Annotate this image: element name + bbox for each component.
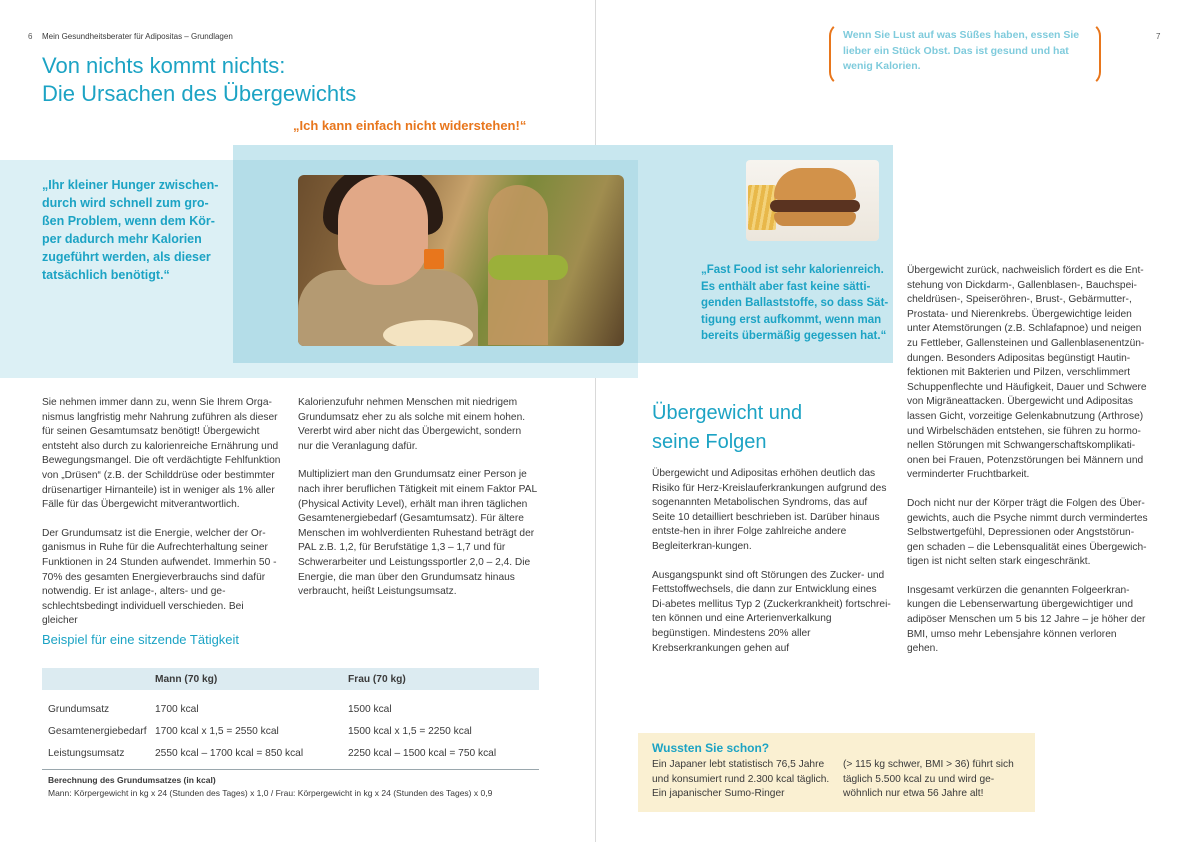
- paragraph: Multipliziert man den Grundumsatz einer Person je nach ihrer beruflichen Tätigkeit mit einem Faktor PAL (Physical Activity Level), erhält man ihren täglichen Gesamtenergiebedarf (Gesamtumsatz). Für ältere Menschen im wohlverdienten Ruhestand beträgt der PAL z.B. 1,2, für Berufstätige 1,3 – 1,7 und für Schwerarbeiter und Leistungssportler 2,0 – 2,4. Die Energie, die man über den Grundumsatz hinaus verbraucht, heißt Leistungsumsatz.: [298, 469, 537, 598]
- table-row: [42, 698, 539, 720]
- pull-quote-line: ßen Problem, wenn dem Kör-: [42, 214, 215, 228]
- pull-quote-line: Es enthält aber fast keine sätti-: [701, 280, 871, 293]
- right-column-2: [907, 264, 1149, 671]
- did-you-know-col-1: Ein Japaner lebt statistisch 76,5 Jahre und konsumiert rund 2.300 kcal täglich. Ein japanischer Sumo-Ringer: [652, 759, 830, 800]
- orange-marker-icon: [424, 249, 444, 269]
- table-cell: 2550 kcal – 1700 kcal = 850 kcal: [155, 747, 304, 759]
- pull-quote-line: „Ihr kleiner Hunger zwischen-: [42, 178, 219, 192]
- pull-quote-right: [701, 262, 891, 345]
- left-column-1: [42, 396, 282, 643]
- page-gutter: [595, 0, 596, 842]
- pull-quote-line: zugeführt werden, als dieser: [42, 250, 211, 264]
- table-cell: 1500 kcal: [348, 703, 392, 715]
- pull-quote-line: tatsächlich benötigt.“: [42, 268, 170, 282]
- running-head: Mein Gesundheitsberater für Adipositas – Grundlagen: [42, 32, 233, 41]
- photo-patty: [770, 200, 860, 212]
- section-heading: [652, 399, 802, 457]
- note-divider: [42, 769, 539, 770]
- section-heading-line-2: seine Folgen: [652, 431, 767, 453]
- table-cell: 2250 kcal – 1500 kcal = 750 kcal: [348, 747, 497, 759]
- burger-photo: [746, 160, 879, 241]
- left-column-2: [298, 396, 538, 614]
- table-header-cell: Frau (70 kg): [348, 668, 539, 690]
- page-number-left: 6: [28, 32, 33, 41]
- orange-quote: „Ich kann einfach nicht widerstehen!“: [293, 118, 527, 133]
- table-row: [42, 720, 539, 742]
- table-header-row: [42, 668, 539, 690]
- table-row: [42, 742, 539, 764]
- note-title: Berechnung des Grundumsatzes (in kcal): [48, 775, 216, 785]
- page-title: [42, 52, 356, 108]
- kcal-table-wrap: [42, 668, 539, 764]
- pull-quote-line: bereits übermäßig gegessen hat.“: [701, 330, 887, 342]
- pull-quote-line: genden Ballaststoffe, so dass Sät-: [701, 297, 889, 309]
- paragraph: Übergewicht zurück, nachweislich fördert es die Ent-stehung von Dickdarm-, Gallenblasen-, Bauchspei-cheldrüsen-, Speiseröhren-, Brust-, Gebärmutter-, Prostata- und Nierenkrebs. Übergewichtige leiden unter Atemstörungen (z.B. Schlafapnoe) und neigen zu Fettleber, Gallensteinen und Gallenblasenentzün-dungen. Besonders Adipositas begünstigt Hautin-fektionen mit Bakterien und Pilzen, verschlimmert Schuppenflechte und Häufigkeit, Dauer und Schwere von Migräneattacken. Übergewicht und Adipositas lassen Gicht, vorzeitige Gelenkabnutzung (Arthrose) und Wirbelschäden entstehen, sie führen zu hormo-nellen Störungen mit Schwangerschaftskomplikati-onen bei Frauen, Potenzstörungen bei Männern und verminderter Fruchtbarkeit.: [907, 265, 1147, 481]
- paragraph: Sie nehmen immer dann zu, wenn Sie Ihrem Orga-nismus langfristig mehr Nahrung zuführen als dieser für seinen Gesamtumsatz benötigt! Übergewicht entsteht also durch zu kalorienreiche Ernährung und Bewegungsmangel. Die oft verdächtigte Fehlfunktion von „Drüsen“ (z.B. der Schilddrüse oder bestimmter drüsenartiger Hirnanteile) ist in weniger als 1% aller Fälle für das Übergewicht mitverantwortlich.: [42, 397, 281, 511]
- woman-with-cake-photo: [298, 175, 624, 346]
- photo-bun-bottom: [774, 212, 856, 226]
- pull-quote-left: [42, 176, 232, 284]
- photo-face: [338, 175, 428, 285]
- table-heading: Beispiel für eine sitzende Tätigkeit: [42, 632, 240, 647]
- table-cell: Gesamtenergiebedarf: [48, 725, 147, 737]
- kcal-table: [42, 668, 539, 764]
- note-text: Mann: Körpergewicht in kg x 24 (Stunden des Tages) x 1,0 / Frau: Körpergewicht in kg x 24 (Stunden des Tages) x 0,9: [48, 788, 493, 798]
- paragraph: Kalorienzufuhr nehmen Menschen mit niedrigem Grundumsatz eher zu als solche mit einem hohen. Vererbt wird aber nicht das Übergewicht, sondern nur die Veranlagung dafür.: [298, 397, 526, 452]
- photo-fruit-bowl: [488, 255, 568, 280]
- table-cell: Leistungsumsatz: [48, 747, 125, 759]
- table-cell: 1700 kcal: [155, 703, 199, 715]
- did-you-know-col-2: (> 115 kg schwer, BMI > 36) führt sich täglich 5.500 kcal zu und wird ge-wöhnlich nur etwa 56 Jahre alt!: [843, 759, 1014, 800]
- table-cell: 1700 kcal x 1,5 = 2550 kcal: [155, 725, 279, 737]
- paragraph: Übergewicht und Adipositas erhöhen deutlich das Risiko für Herz-Kreislauferkrankungen aufgrund des sogenannten Metabolischen Syndroms, das auf Seite 10 detailliert beschrieben ist. Darüber hinaus entste-hen in ihrer Folge zahlreiche andere Begleiterkran-kungen.: [652, 468, 887, 552]
- photo-cake: [383, 320, 473, 346]
- pull-quote-line: tigung erst aufkommt, wenn man: [701, 313, 882, 326]
- paragraph: Ausgangspunkt sind oft Störungen des Zucker- und Fettstoffwechsels, die dann zur Entwicklung eines Di-abetes mellitus Typ 2 (Zuckerkrankheit) fortschrei-ten können und eine Arterienverkalkung begünstigen. Mindestens 20% aller Krebserkrankungen gehen auf: [652, 569, 891, 654]
- pull-quote-line: per dadurch mehr Kalorien: [42, 232, 202, 246]
- paragraph: Der Grundumsatz ist die Energie, welcher der Or-ganismus in Ruhe für die Aufrechterhaltung seiner Funktionen in 24 Stunden aufwendet. Immerhin 50 - 70% des gesamten Energieverbrauchs sind dafür notwendig. Er ist anlage-, alters- und ge-schlechtsbedingt individuell verschieden. Bei gleicher: [42, 527, 277, 627]
- pull-quote-line: „Fast Food ist sehr kalorienreich.: [701, 264, 884, 276]
- tip-text: Wenn Sie Lust auf was Süßes haben, essen Sie lieber ein Stück Obst. Das ist gesund und hat wenig Kalorien.: [843, 29, 1080, 72]
- table-cell: 1500 kcal x 1,5 = 2250 kcal: [348, 725, 472, 737]
- paragraph: Doch nicht nur der Körper trägt die Folgen des Über-gewichts, auch die Psyche nimmt durch vermindertes Selbstwertgefühl, Depressionen oder Angststörun-gen schaden – die Lebensqualität eines Übergewich-tigen ist nicht selten stark eingeschränkt.: [907, 497, 1148, 568]
- photo-bun-top: [774, 168, 856, 200]
- section-heading-line-1: Übergewicht und: [652, 402, 803, 424]
- page-number-right: 7: [1156, 32, 1161, 41]
- right-column-1: [652, 467, 892, 670]
- table-header-cell: Mann (70 kg): [155, 668, 348, 690]
- title-line-1: Von nichts kommt nichts:: [42, 53, 286, 78]
- did-you-know-title: Wussten Sie schon?: [652, 741, 770, 755]
- pull-quote-line: durch wird schnell zum gro-: [42, 196, 209, 210]
- table-cell: Grundumsatz: [48, 703, 110, 715]
- table-header-cell: [42, 668, 155, 690]
- paragraph: Insgesamt verkürzen die genannten Folgeerkran-kungen die Lebenserwartung übergewichtiger und adipöser Menschen um 5 bis 12 Jahre – je höher der BMI, umso mehr Lebensjahre können verloren gehen.: [907, 584, 1146, 655]
- title-line-2: Die Ursachen des Übergewichts: [42, 81, 357, 106]
